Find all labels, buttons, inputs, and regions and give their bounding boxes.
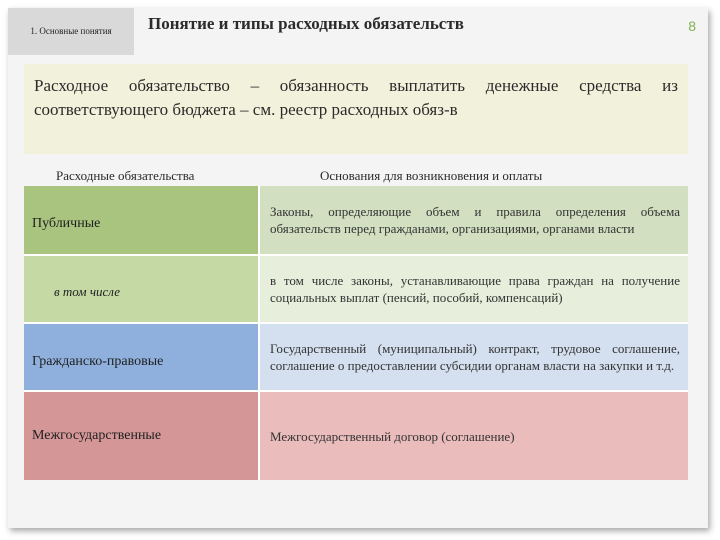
obligation-type-cell: в том числе	[24, 256, 260, 322]
obligation-basis-cell: в том числе законы, устанавливающие права граждан на получение социальных выплат (пенсий, пособий, компенсаций)	[260, 256, 688, 322]
slide-number: 8	[688, 18, 696, 34]
obligation-basis-cell: Государственный (муниципальный) контракт, трудовое соглашение, соглашение о предоставлении субсидии органам власти на закупки и т.д.	[260, 324, 688, 390]
obligation-type-cell: Публичные	[24, 186, 260, 254]
obligation-type-cell: Межгосударственные	[24, 392, 260, 480]
obligation-basis-cell: Межгосударственный договор (соглашение)	[260, 392, 688, 480]
column-header-obligations: Расходные обязательства	[56, 168, 195, 183]
column-header-basis: Основания для возникновения и оплаты	[320, 168, 543, 183]
definition-box: Расходное обязательство – обязанность выплатить денежные средства из соответствующего бюджета – см. реестр расходных обяз-в	[24, 64, 688, 154]
slide-title: Понятие и типы расходных обязательств	[148, 14, 464, 33]
table-row-public	[24, 186, 688, 254]
table-row-interstate	[24, 390, 688, 480]
obligation-type-cell: Гражданско-правовые	[24, 324, 260, 390]
obligation-basis-cell: Законы, определяющие объем и правила определения объема обязательств перед гражданами, организациями, органами власти	[260, 186, 688, 254]
table-row-civil	[24, 322, 688, 390]
section-tab: 1. Основные понятия	[8, 8, 134, 55]
obligations-table	[24, 186, 688, 480]
table-row-including	[24, 254, 688, 322]
